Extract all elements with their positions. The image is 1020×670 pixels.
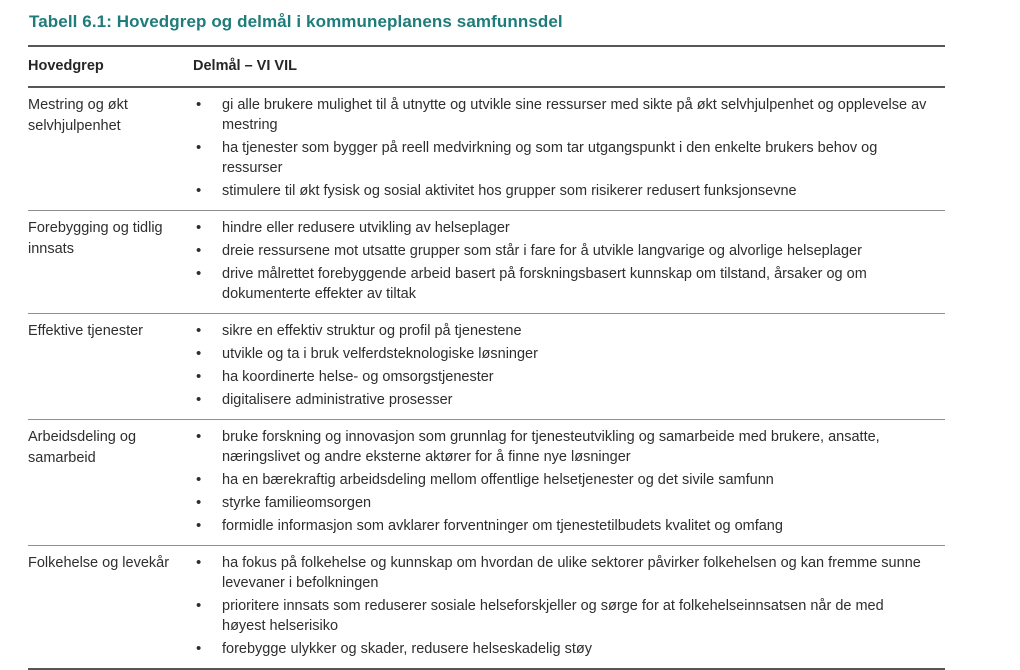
delmal-item: • drive målrettet forebyggende arbeid basert på forskningsbasert kunnskap om tilstand, årsaker og om dokumenterte effekter av tiltak xyxy=(193,264,945,304)
table-row-forebygging xyxy=(28,211,945,314)
delmal-list xyxy=(193,95,945,201)
delmal-item: • dreie ressursene mot utsatte grupper som står i fare for å utvikle langvarige og alvorlige helseplager xyxy=(193,241,945,261)
delmal-item: • utvikle og ta i bruk velferdsteknologiske løsninger xyxy=(193,344,945,364)
delmal-cell xyxy=(193,211,945,314)
delmal-cell xyxy=(193,314,945,420)
table-row-folkehelse xyxy=(28,546,945,670)
table-row-mestring xyxy=(28,87,945,211)
hovedgrep-label: Effektive tjenester xyxy=(28,314,193,420)
delmal-item: • styrke familieomsorgen xyxy=(193,493,945,513)
table-row-effektive xyxy=(28,314,945,420)
column-header-hovedgrep: Hovedgrep xyxy=(28,46,193,87)
delmal-item: • formidle informasjon som avklarer forventninger om tjenestetilbudets kvalitet og omfang xyxy=(193,516,945,536)
delmal-list xyxy=(193,553,945,659)
delmal-list xyxy=(193,427,945,536)
table-header-row xyxy=(28,46,945,87)
delmal-cell xyxy=(193,546,945,670)
hovedgrep-label: Forebygging og tidlig innsats xyxy=(28,211,193,314)
delmal-item: • ha en bærekraftig arbeidsdeling mellom offentlige helsetjenester og det sivile samfunn xyxy=(193,470,945,490)
hovedgrep-label: Arbeidsdeling og samarbeid xyxy=(28,420,193,546)
delmal-item: • ha koordinerte helse- og omsorgstjenester xyxy=(193,367,945,387)
delmal-cell xyxy=(193,87,945,211)
delmal-cell xyxy=(193,420,945,546)
delmal-item: • prioritere innsats som reduserer sosiale helseforskjeller og sørge for at folkehelseinnsatsen når de med høyest helserisiko xyxy=(193,596,945,636)
goals-table xyxy=(28,45,945,670)
column-header-delmal: Delmål – VI VIL xyxy=(193,46,945,87)
delmal-item: • stimulere til økt fysisk og sosial aktivitet hos grupper som risikerer redusert funksjonsevne xyxy=(193,181,945,201)
delmal-list xyxy=(193,218,945,304)
delmal-item: • hindre eller redusere utvikling av helseplager xyxy=(193,218,945,238)
delmal-item: • forebygge ulykker og skader, redusere helseskadelig støy xyxy=(193,639,945,659)
delmal-item: • sikre en effektiv struktur og profil på tjenestene xyxy=(193,321,945,341)
table-caption: Tabell 6.1: Hovedgrep og delmål i kommuneplanens samfunnsdel xyxy=(29,12,563,31)
table-row-arbeidsdeling xyxy=(28,420,945,546)
hovedgrep-label: Folkehelse og levekår xyxy=(28,546,193,670)
delmal-item: • digitalisere administrative prosesser xyxy=(193,390,945,410)
delmal-list xyxy=(193,321,945,410)
delmal-item: • ha fokus på folkehelse og kunnskap om hvordan de ulike sektorer påvirker folkehelsen og kan fremme sunne levevaner i befolkningen xyxy=(193,553,945,593)
delmal-item: • gi alle brukere mulighet til å utnytte og utvikle sine ressurser med sikte på økt selvhjulpenhet og opplevelse av mestring xyxy=(193,95,945,135)
hovedgrep-label: Mestring og økt selvhjulpenhet xyxy=(28,87,193,211)
delmal-item: • ha tjenester som bygger på reell medvirkning og som tar utgangspunkt i den enkelte brukers behov og ressurser xyxy=(193,138,945,178)
delmal-item: • bruke forskning og innovasjon som grunnlag for tjenesteutvikling og samarbeide med brukere, ansatte, næringslivet og andre eksterne aktører for å finne nye løsninger xyxy=(193,427,945,467)
